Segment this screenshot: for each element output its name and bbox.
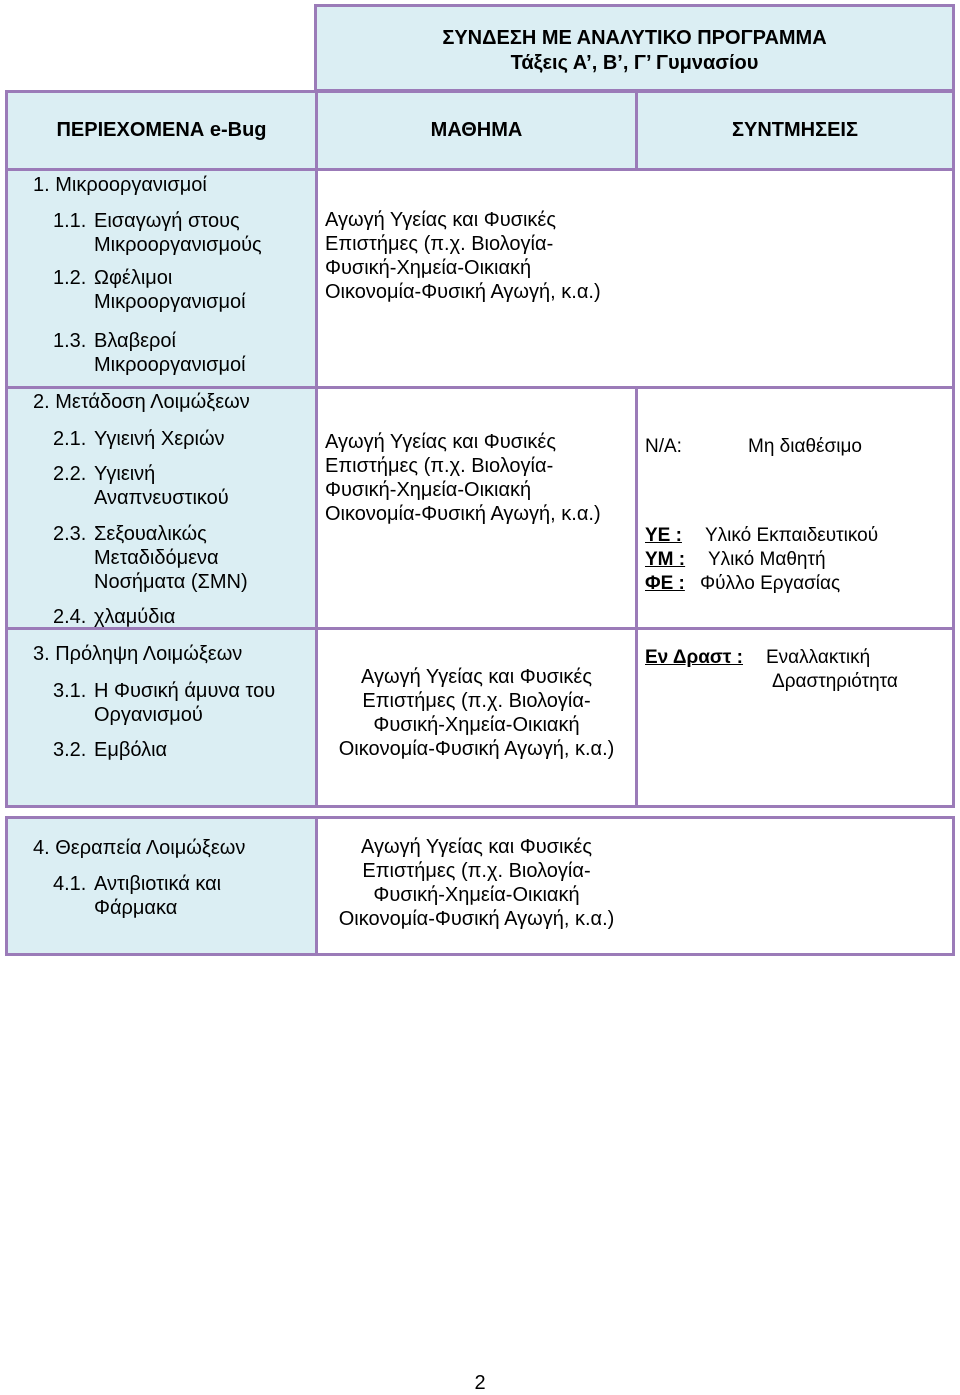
- item-2-2-label: Υγιεινή: [94, 463, 156, 485]
- row-divider-1: [8, 386, 952, 389]
- item-2-3-label-cont-2: Νοσήματα (ΣΜΝ): [94, 571, 248, 593]
- item-2-2-number: 2.2.: [53, 463, 87, 485]
- abbr-ye-value: Υλικό Εκπαιδευτικού: [705, 525, 879, 546]
- subject-line: Φυσική-Χημεία-Οικιακή: [325, 479, 532, 501]
- item-3-2-number: 3.2.: [53, 739, 87, 761]
- header-abbreviations: ΣΥΝΤΜΗΣΕΙΣ: [638, 93, 952, 168]
- item-2-4-label: χλαμύδια: [94, 606, 176, 628]
- item-2-3-label: Σεξουαλικώς: [94, 523, 207, 545]
- abbr-na-key: N/A:: [645, 436, 682, 457]
- item-1-2-label: Ωφέλιμοι: [94, 267, 173, 289]
- item-1-1-label-cont: Μικροοργανισμούς: [94, 234, 262, 256]
- item-2-4-number: 2.4.: [53, 606, 87, 628]
- item-3-1-label: Η Φυσική άμυνα του: [94, 680, 276, 702]
- subject-line: Φυσική-Χημεία-Οικιακή: [373, 714, 580, 736]
- page-number: 2: [474, 1372, 486, 1394]
- abbr-ym-value: Υλικό Μαθητή: [708, 549, 826, 570]
- item-3-1-number: 3.1.: [53, 680, 87, 702]
- document-subtitle: Τάξεις Α’, Β’, Γ’ Γυμνασίου: [510, 52, 759, 74]
- abbr-fe-value: Φύλλο Εργασίας: [700, 573, 841, 594]
- item-4-1-label-cont: Φάρμακα: [94, 897, 178, 919]
- item-2-1-label: Υγιεινή Χεριών: [94, 428, 225, 450]
- item-1-3-label: Βλαβεροί: [94, 330, 176, 352]
- item-4-1-label: Αντιβιοτικά και: [94, 873, 222, 895]
- subject-line: Αγωγή Υγείας και Φυσικές: [361, 666, 592, 688]
- subject-line: Οικονομία-Φυσική Αγωγή, κ.α.): [325, 503, 601, 525]
- subject-line: Αγωγή Υγείας και Φυσικές: [361, 836, 592, 858]
- subject-line: Φυσική-Χημεία-Οικιακή: [325, 257, 532, 279]
- item-2-1-number: 2.1.: [53, 428, 87, 450]
- subject-line: Οικονομία-Φυσική Αγωγή, κ.α.): [338, 738, 615, 760]
- item-1-1-label: Εισαγωγή στους: [94, 210, 240, 232]
- column-divider-2-top: [635, 93, 638, 168]
- curriculum-table-continued: [5, 816, 955, 956]
- item-3-2-label: Εμβόλια: [94, 739, 168, 761]
- column-divider-2: [635, 386, 638, 805]
- abbr-ed-value: Εναλλακτική: [766, 647, 871, 668]
- section-3-title: 3. Πρόληψη Λοιμώξεων: [33, 643, 243, 665]
- abbr-ed-key: Εν Δραστ :: [645, 647, 743, 668]
- item-2-3-label-cont: Μεταδιδόμενα: [94, 547, 219, 569]
- item-2-2-label-cont: Αναπνευστικού: [94, 487, 229, 509]
- abbr-ed-value-cont: Δραστηριότητα: [772, 671, 898, 692]
- item-1-3-number: 1.3.: [53, 330, 87, 352]
- subject-line: Επιστήμες (π.χ. Βιολογία-: [362, 690, 591, 712]
- abbr-ym-key: ΥΜ :: [645, 549, 686, 570]
- title-box: [314, 4, 955, 92]
- item-3-1-label-cont: Οργανισμού: [94, 704, 203, 726]
- item-1-3-label-cont: Μικροοργανισμοί: [94, 354, 246, 376]
- item-4-1-number: 4.1.: [53, 873, 87, 895]
- header-contents: ΠΕΡΙΕΧΟΜΕΝΑ e-Bug: [8, 93, 315, 168]
- subject-line: Φυσική-Χημεία-Οικιακή: [373, 884, 580, 906]
- item-1-2-label-cont: Μικροοργανισμοί: [94, 291, 246, 313]
- subject-line: Οικονομία-Φυσική Αγωγή, κ.α.): [325, 281, 601, 303]
- header-subject: ΜΑΘΗΜΑ: [318, 93, 635, 168]
- document-title: ΣΥΝΔΕΣΗ ΜΕ ΑΝΑΛΥΤΙΚΟ ΠΡΟΓΡΑΜΜΑ: [442, 27, 827, 49]
- section-4-title: 4. Θεραπεία Λοιμώξεων: [33, 837, 246, 859]
- item-1-1-number: 1.1.: [53, 210, 87, 232]
- subject-line: Επιστήμες (π.χ. Βιολογία-: [325, 233, 554, 255]
- section-1-title: 1. Μικροοργανισμοί: [33, 174, 207, 196]
- item-2-3-number: 2.3.: [53, 523, 87, 545]
- abbr-na-value: Μη διαθέσιμο: [748, 436, 862, 457]
- section-2-title: 2. Μετάδοση Λοιμώξεων: [33, 391, 250, 413]
- subject-line: Επιστήμες (π.χ. Βιολογία-: [362, 860, 591, 882]
- curriculum-table: [5, 90, 955, 808]
- item-1-2-number: 1.2.: [53, 267, 87, 289]
- abbr-fe-key: ΦΕ :: [645, 573, 685, 594]
- subject-line: Αγωγή Υγείας και Φυσικές: [325, 209, 556, 231]
- subject-line: Επιστήμες (π.χ. Βιολογία-: [325, 455, 554, 477]
- abbr-ye-key: ΥΕ :: [645, 525, 682, 546]
- subject-line: Αγωγή Υγείας και Φυσικές: [325, 431, 556, 453]
- subject-line: Οικονομία-Φυσική Αγωγή, κ.α.): [338, 908, 615, 930]
